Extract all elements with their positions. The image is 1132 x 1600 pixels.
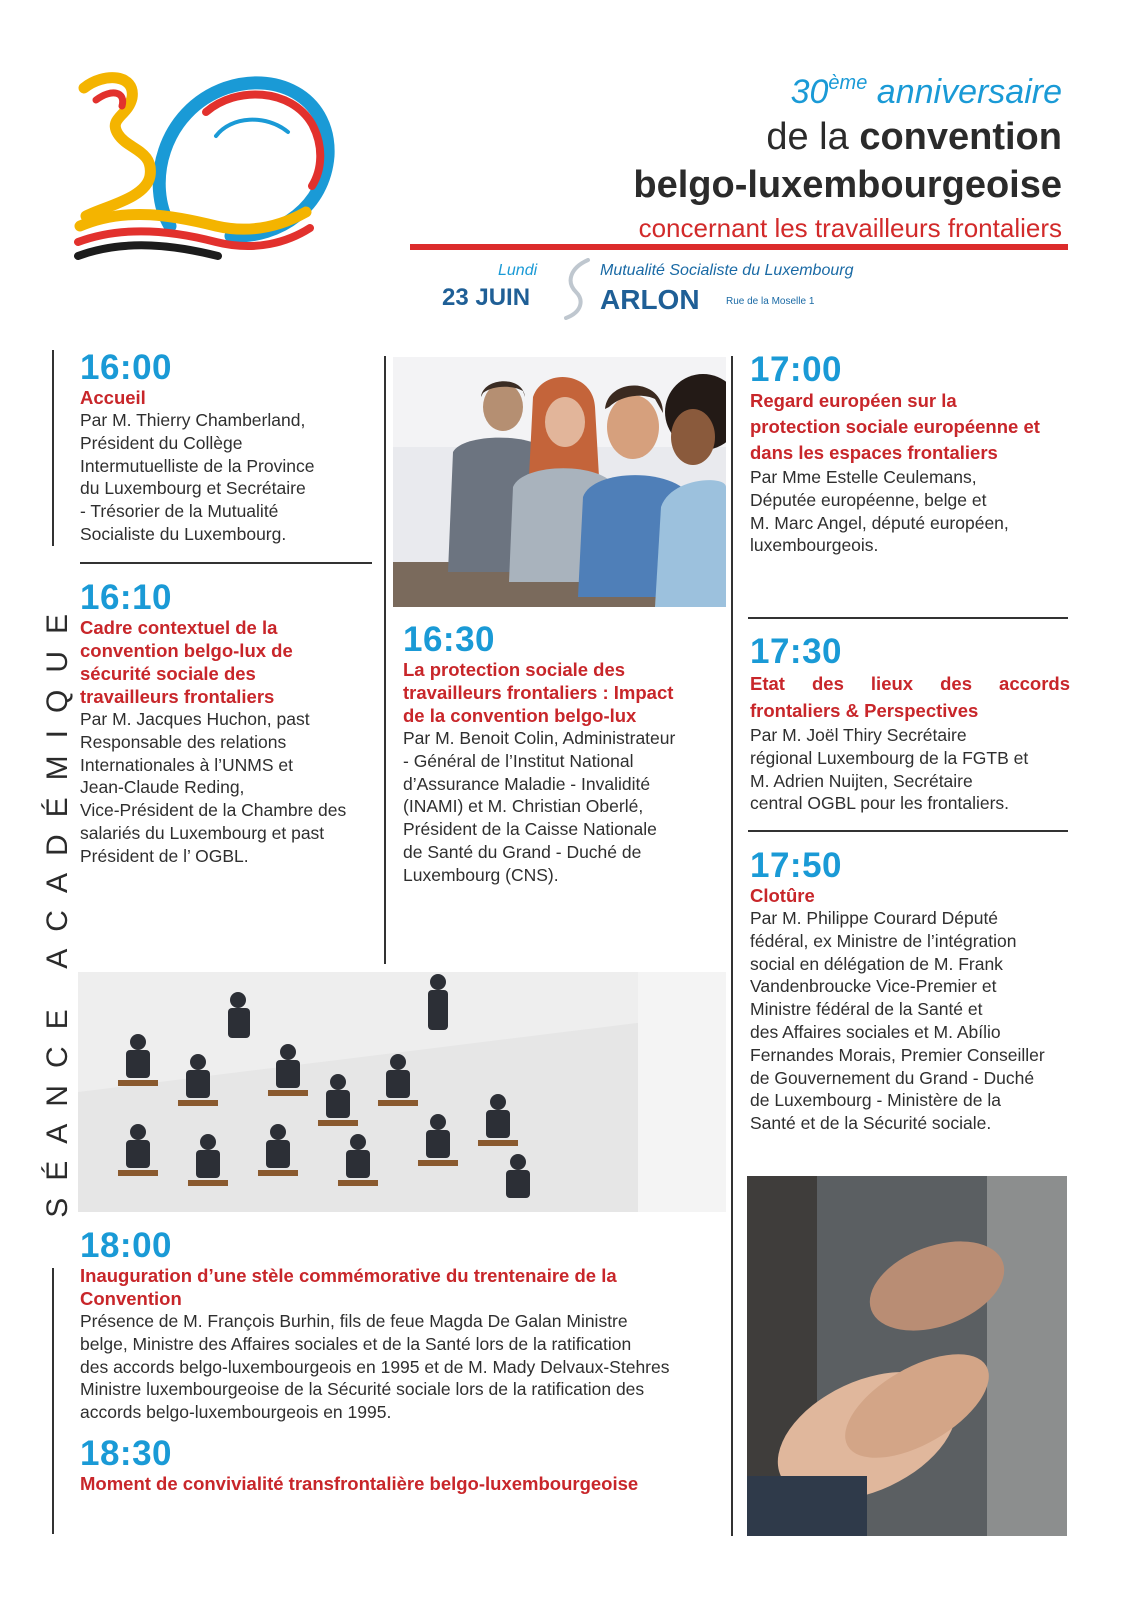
session-1730: [750, 634, 1070, 815]
description-line: Internationales à l’UNMS et: [80, 754, 294, 775]
convention-title-line: [766, 116, 1062, 159]
session-time: 17:00: [750, 350, 843, 389]
session-title: Moment de convivialité transfrontalière belgo-luxembourgeoise: [80, 1473, 639, 1494]
session-title: [403, 658, 725, 727]
photo-seated-audience: [393, 357, 726, 607]
title-line: Inauguration d’une stèle commémorative du trentenaire de la: [80, 1265, 617, 1286]
description-line: régional Luxembourg de la FGTB et: [750, 747, 1029, 768]
session-description: [80, 708, 380, 868]
description-line: Présence de M. François Burhin, fils de feue Magda De Galan Ministre: [80, 1311, 628, 1331]
description-line: fédéral, ex Ministre de l’intégration: [750, 930, 1017, 951]
session-title: [750, 670, 1070, 724]
description-line: Par M. Thierry Chamberland,: [80, 410, 306, 430]
session-description: [750, 724, 1070, 815]
title-line: Etat des lieux des accords: [750, 673, 1070, 694]
title-line: frontaliers & Perspectives: [750, 700, 979, 721]
session-1700: [750, 352, 1070, 557]
photo-conference-room: [78, 972, 726, 1212]
description-line: Ministre fédéral de la Santé et: [750, 999, 983, 1020]
title-line: de la convention belgo-lux: [403, 705, 637, 726]
description-line: Par M. Benoit Colin, Administrateur: [403, 728, 676, 748]
description-line: des accords belgo-luxembourgeois en 1995 et de M. Mady Delvaux-Stehres: [80, 1356, 670, 1377]
session-1600: [80, 350, 372, 546]
photo-applause: [747, 1176, 1067, 1536]
convention-subtitle: concernant les travailleurs frontaliers: [638, 213, 1062, 243]
description-line: M. Marc Angel, député européen,: [750, 512, 1009, 533]
session-time: 16:00: [80, 348, 173, 387]
title-line: convention belgo-lux de: [80, 640, 293, 661]
description-line: Jean-Claude Reding,: [80, 777, 245, 798]
session-time: 16:10: [80, 578, 173, 617]
description-line: belge, Ministre des Affaires sociales et de la Santé lors de la ratification: [80, 1333, 632, 1354]
description-line: - Général de l’Institut National: [403, 750, 634, 771]
description-line: de Santé du Grand - Duché de: [403, 841, 642, 862]
description-line: Fernandes Morais, Premier Conseiller: [750, 1044, 1045, 1065]
convention-name: belgo-luxembourgeoise: [633, 164, 1062, 206]
description-line: M. Adrien Nuijten, Secrétaire: [750, 770, 973, 791]
description-line: Président de la Caisse Nationale: [403, 819, 657, 840]
description-line: des Affaires sociales et M. Abílio: [750, 1021, 1001, 1042]
event-date: 23 JUIN: [442, 284, 531, 311]
session-1800: [80, 1228, 720, 1424]
description-line: (INAMI) et M. Christian Oberlé,: [403, 796, 644, 817]
event-city: ARLON: [600, 284, 700, 315]
session-title: Accueil: [80, 387, 146, 408]
description-line: Santé et de la Sécurité sociale.: [750, 1113, 992, 1134]
session-description: [750, 907, 1070, 1135]
session-1630: [403, 622, 725, 887]
description-line: - Trésorier de la Mutualité: [80, 501, 279, 522]
title-line: La protection sociale des: [403, 659, 626, 680]
description-line: de Luxembourg - Ministère de la: [750, 1090, 1001, 1111]
description-line: de Gouvernement du Grand - Duché: [750, 1067, 1035, 1088]
description-line: Président du Collège: [80, 432, 243, 453]
description-line: central OGBL pour les frontaliers.: [750, 793, 1010, 814]
title-line: Cadre contextuel de la: [80, 617, 278, 638]
session-description: [80, 409, 372, 546]
event-street: Rue de la Moselle 1: [726, 296, 815, 307]
title-line: travailleurs frontaliers : Impact: [403, 682, 674, 703]
session-time: 16:30: [403, 620, 496, 659]
description-line: Président de l’ OGBL.: [80, 845, 249, 866]
session-time: 18:00: [80, 1226, 173, 1265]
column-divider-1: [384, 356, 386, 964]
divider-1600: [80, 562, 372, 564]
anniversary-heading: [791, 72, 1062, 112]
anniversary-word: anniversaire: [876, 73, 1062, 111]
session-time: 18:30: [80, 1434, 173, 1473]
description-line: Vandenbroucke Vice-Premier et: [750, 976, 997, 997]
description-line: Ministre luxembourgeoise de la Sécurité sociale lors de la ratification des: [80, 1379, 645, 1400]
title-line: dans les espaces frontaliers: [750, 442, 998, 463]
anniversary-number: 30: [790, 73, 829, 111]
description-line: d’Assurance Maladie - Invalidité: [403, 773, 651, 794]
description-line: Intermutuelliste de la Province: [80, 455, 315, 476]
description-line: Socialiste du Luxembourg.: [80, 523, 287, 544]
session-1610: [80, 580, 380, 868]
left-vertical-rule-top: [52, 350, 54, 546]
session-title: [80, 616, 380, 708]
title-line: Regard européen sur la: [750, 390, 957, 411]
divider-1700: [748, 617, 1068, 619]
description-line: Par M. Joël Thiry Secrétaire: [750, 725, 967, 745]
description-line: Par M. Philippe Courard Député: [750, 908, 999, 928]
description-line: salariés du Luxembourg et past: [80, 822, 325, 843]
session-description: [80, 1310, 720, 1424]
description-line: social en délégation de M. Frank: [750, 953, 1003, 974]
description-line: Par Mme Estelle Ceulemans,: [750, 467, 977, 487]
description-line: Responsable des relations: [80, 731, 287, 752]
session-title: [80, 1264, 720, 1310]
event-venue: Mutualité Socialiste du Luxembourg: [600, 262, 854, 279]
description-line: Luxembourg (CNS).: [403, 864, 559, 885]
side-title-text: SÉANCE ACADÉMIQUE: [41, 596, 74, 1218]
session-description: [403, 727, 725, 887]
convention-prefix: de la: [766, 116, 849, 158]
left-vertical-rule-bottom: [52, 1268, 54, 1534]
title-line: protection sociale européenne et: [750, 416, 1040, 437]
column-divider-2: [731, 356, 733, 1536]
session-time: 17:50: [750, 846, 843, 885]
description-line: Vice-Président de la Chambre des: [80, 800, 347, 821]
description-line: Députée européenne, belge et: [750, 489, 987, 510]
description-line: du Luxembourg et Secrétaire: [80, 478, 306, 499]
event-day: Lundi: [498, 262, 538, 279]
session-time: 17:30: [750, 632, 843, 671]
description-line: luxembourgeois.: [750, 535, 879, 556]
divider-1730: [748, 830, 1068, 832]
title-line: Convention: [80, 1288, 182, 1309]
title-line: travailleurs frontaliers: [80, 686, 275, 707]
session-title: [750, 388, 1070, 466]
session-1750: [750, 848, 1070, 1135]
header-rule: [410, 244, 1068, 250]
description-line: accords belgo-luxembourgeois en 1995.: [80, 1402, 392, 1423]
session-description: [750, 466, 1070, 557]
convention-word: convention: [859, 116, 1062, 158]
session-title: Clotûre: [750, 885, 815, 906]
anniversary-30-logo: [66, 66, 340, 266]
title-line: sécurité sociale des: [80, 663, 256, 684]
session-1830: [80, 1436, 720, 1495]
separator-swoosh-icon: [560, 258, 596, 320]
anniversary-suffix: ème: [828, 72, 868, 94]
description-line: Par M. Jacques Huchon, past: [80, 709, 310, 729]
